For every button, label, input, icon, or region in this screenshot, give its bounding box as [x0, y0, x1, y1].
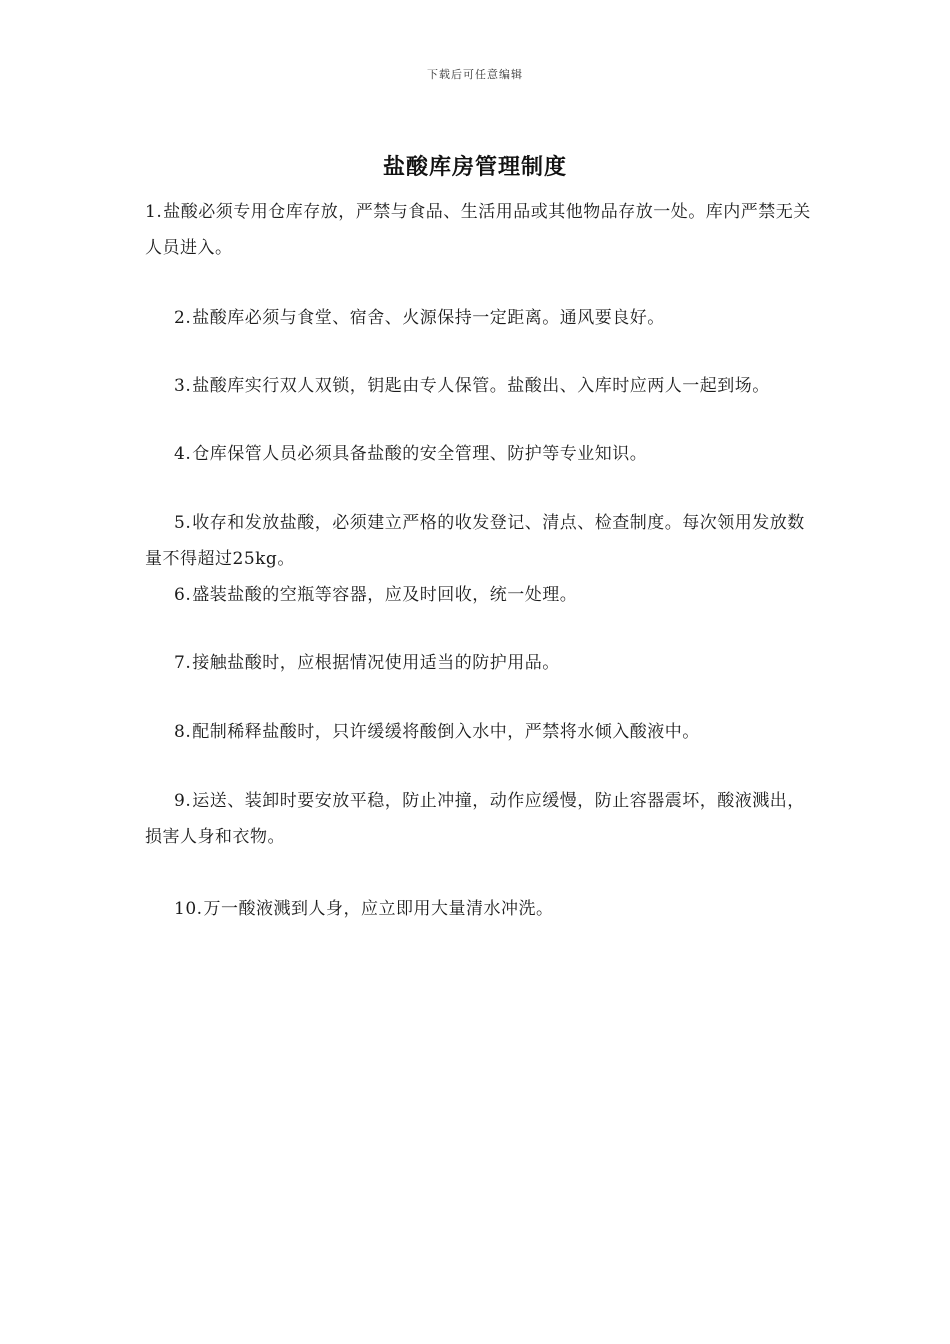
rule-text: 配制稀释盐酸时，只许缓缓将酸倒入水中，严禁将水倾入酸液中。 [192, 722, 700, 742]
rule-number: 4. [174, 444, 192, 464]
rule-number: 2. [174, 308, 192, 328]
rule-text: 接触盐酸时，应根据情况使用适当的防护用品。 [192, 653, 560, 673]
rule-number: 10. [174, 899, 203, 919]
rule-item-6 [145, 577, 813, 613]
rule-item-8 [145, 714, 813, 750]
rule-item-7 [145, 645, 813, 681]
rule-item-3 [145, 368, 835, 404]
rule-text: 盐酸库必须与食堂、宿舍、火源保持一定距离。通风要良好。 [192, 308, 665, 328]
rule-number: 5. [174, 513, 192, 533]
rule-item-10 [145, 891, 813, 927]
rule-text: 盐酸库实行双人双锁，钥匙由专人保管。盐酸出、入库时应两人一起到场。 [192, 376, 770, 396]
rule-item-2 [145, 300, 813, 336]
rule-number: 1. [145, 202, 163, 222]
rule-item-9 [145, 783, 813, 855]
rule-text: 仓库保管人员必须具备盐酸的安全管理、防护等专业知识。 [192, 444, 648, 464]
rule-number: 6. [174, 585, 192, 605]
document-title: 盐酸库房管理制度 [382, 155, 567, 180]
rule-number: 7. [174, 653, 192, 673]
rule-text: 万一酸液溅到人身，应立即用大量清水冲洗。 [203, 899, 554, 919]
rule-text: 收存和发放盐酸，必须建立严格的收发登记、清点、检查制度。每次领用发放数量不得超过25kg。 [145, 513, 805, 569]
header-note: 下载后可任意编辑 [427, 68, 523, 81]
rule-item-5 [145, 505, 813, 577]
rule-text: 运送、装卸时要安放平稳，防止冲撞，动作应缓慢，防止容器震坏，酸液溅出，损害人身和衣物。 [145, 791, 805, 847]
rule-item-1 [145, 194, 813, 266]
rule-item-4 [145, 436, 813, 472]
rule-number: 3. [174, 376, 192, 396]
rule-number: 9. [174, 791, 192, 811]
rule-number: 8. [174, 722, 192, 742]
rule-text: 盐酸必须专用仓库存放，严禁与食品、生活用品或其他物品存放一处。库内严禁无关人员进入。 [145, 202, 811, 258]
rule-text: 盛装盐酸的空瓶等容器，应及时回收，统一处理。 [192, 585, 578, 605]
